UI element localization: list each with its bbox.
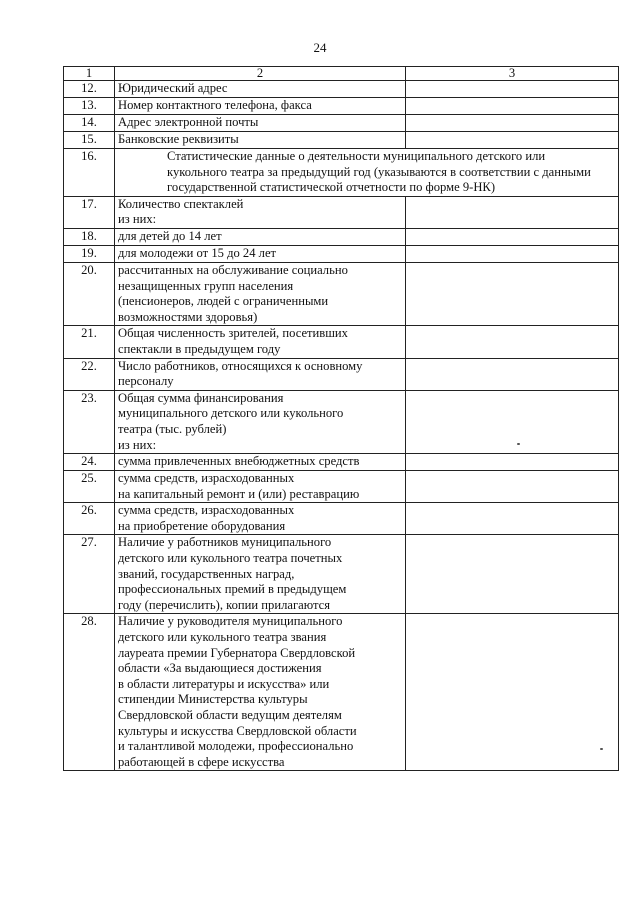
row-value-cell[interactable]: [406, 358, 619, 390]
row-number: 14.: [64, 115, 115, 132]
row-description: Статистические данные о деятельности муниципального детского или кукольного театра за предыдущий год (указываются в соответствии с данными государственной статистической отчетности по форме 9-НК): [115, 149, 619, 197]
row-number: 16.: [64, 149, 115, 197]
table-row: [64, 149, 619, 197]
table-row: [64, 390, 619, 453]
table-row: [64, 196, 619, 228]
row-description: Наличие у работников муниципального детского или кукольного театра почетных званий, государственных наград, профессиональных премий в предыдущем году (перечислить), копии прилагаются: [115, 535, 406, 614]
row-description: Общая численность зрителей, посетивших спектакли в предыдущем году: [115, 326, 406, 358]
table-row: [64, 358, 619, 390]
row-description: Юридический адрес: [115, 81, 406, 98]
row-description: рассчитанных на обслуживание социально незащищенных групп населения (пенсионеров, людей с ограниченными возможностями здоровья): [115, 262, 406, 325]
row-number: 19.: [64, 245, 115, 262]
row-value-cell[interactable]: [406, 390, 619, 453]
row-number: 20.: [64, 262, 115, 325]
row-number: 26.: [64, 503, 115, 535]
row-number: 24.: [64, 454, 115, 471]
row-value-cell[interactable]: [406, 228, 619, 245]
row-number: 23.: [64, 390, 115, 453]
row-description: Общая сумма финансирования муниципального детского или кукольного театра (тыс. рублей) из них:: [115, 390, 406, 453]
row-number: 17.: [64, 196, 115, 228]
row-description: Количество спектаклей из них:: [115, 196, 406, 228]
table-row: [64, 503, 619, 535]
row-value-cell[interactable]: [406, 98, 619, 115]
table-row: [64, 471, 619, 503]
row-number: 21.: [64, 326, 115, 358]
table-row: [64, 262, 619, 325]
column-header-1: 1: [64, 67, 115, 81]
row-description: для детей до 14 лет: [115, 228, 406, 245]
row-number: 28.: [64, 614, 115, 771]
table-row: [64, 245, 619, 262]
table-row: [64, 454, 619, 471]
table-row: [64, 115, 619, 132]
row-description: Наличие у руководителя муниципального детского или кукольного театра звания лауреата премии Губернатора Свердловской области «За выдающиеся достижения в области литературы и искусства» или стипендии Министерства культуры Свердловской области ведущим деятелям культуры и искусства Свердловской области и талантливой молодежи, профессионально работающей в сфере искусства: [115, 614, 406, 771]
page-number: 24: [313, 40, 327, 55]
row-value-cell[interactable]: [406, 245, 619, 262]
row-description: Адрес электронной почты: [115, 115, 406, 132]
scan-speck: [517, 443, 520, 445]
table-row: [64, 535, 619, 614]
row-value-cell[interactable]: [406, 535, 619, 614]
row-number: 22.: [64, 358, 115, 390]
row-description: сумма привлеченных внебюджетных средств: [115, 454, 406, 471]
row-value-cell[interactable]: [406, 471, 619, 503]
table-row: [64, 614, 619, 771]
table-row: [64, 81, 619, 98]
row-number: 13.: [64, 98, 115, 115]
row-description: Номер контактного телефона, факса: [115, 98, 406, 115]
row-number: 15.: [64, 132, 115, 149]
row-number: 27.: [64, 535, 115, 614]
table-row: [64, 326, 619, 358]
column-header-3: 3: [406, 67, 619, 81]
row-description: Банковские реквизиты: [115, 132, 406, 149]
row-value-cell[interactable]: [406, 503, 619, 535]
row-value-cell[interactable]: [406, 614, 619, 771]
row-value-cell[interactable]: [406, 196, 619, 228]
row-value-cell[interactable]: [406, 115, 619, 132]
row-value-cell[interactable]: [406, 326, 619, 358]
row-number: 25.: [64, 471, 115, 503]
row-description: для молодежи от 15 до 24 лет: [115, 245, 406, 262]
table-row: [64, 98, 619, 115]
row-number: 18.: [64, 228, 115, 245]
row-number: 12.: [64, 81, 115, 98]
row-description: сумма средств, израсходованных на капитальный ремонт и (или) реставрацию: [115, 471, 406, 503]
row-value-cell[interactable]: [406, 262, 619, 325]
form-table: [63, 66, 619, 771]
column-header-2: 2: [115, 67, 406, 81]
scan-speck: [600, 748, 603, 750]
table-row: [64, 228, 619, 245]
row-description: Число работников, относящихся к основному персоналу: [115, 358, 406, 390]
table-header-row: [64, 67, 619, 81]
row-value-cell[interactable]: [406, 454, 619, 471]
table-row: [64, 132, 619, 149]
row-description: сумма средств, израсходованных на приобретение оборудования: [115, 503, 406, 535]
row-value-cell[interactable]: [406, 132, 619, 149]
row-value-cell[interactable]: [406, 81, 619, 98]
